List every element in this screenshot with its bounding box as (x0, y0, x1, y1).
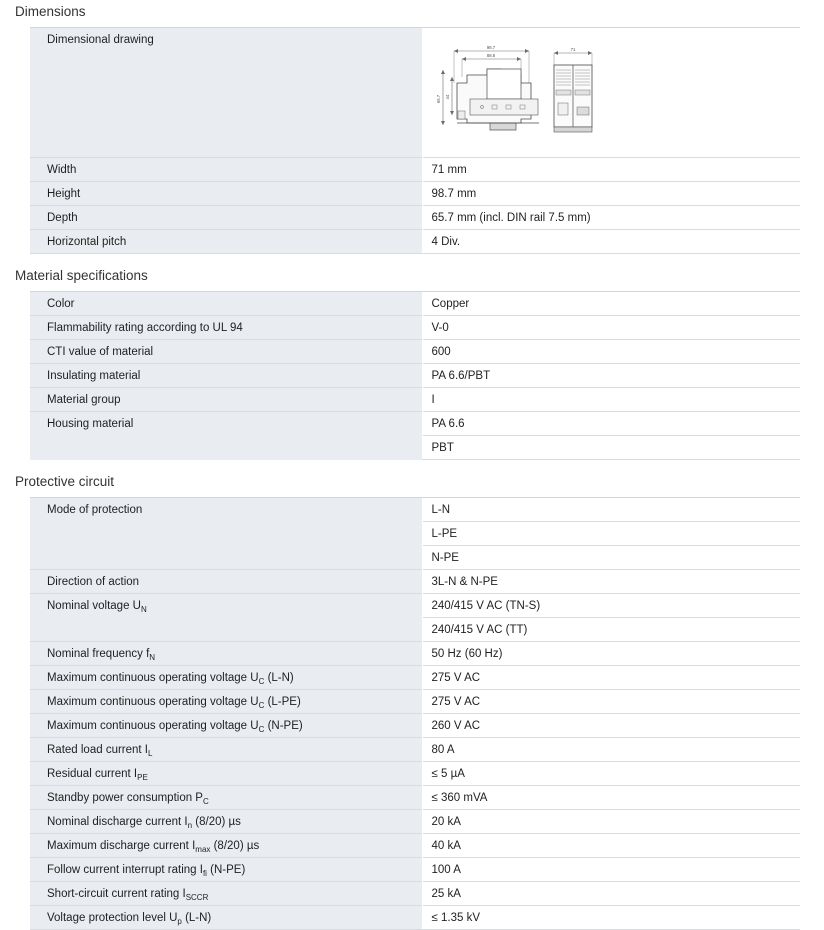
section-title-dimensions: Dimensions (15, 4, 86, 19)
table-row (30, 340, 800, 364)
table-row (30, 316, 800, 340)
row-label: Mode of protection (30, 498, 422, 570)
row-value: PA 6.6 (422, 412, 800, 436)
row-label: Maximum continuous operating voltage $U_C$ (L-PE) (30, 690, 422, 714)
drawing-dim-top-outer: 98.7 (486, 45, 495, 50)
row-value: 20 kA (422, 810, 800, 834)
row-label: CTI value of material (30, 340, 422, 364)
row-label: Material group (30, 388, 422, 412)
row-value: L-PE (422, 522, 800, 546)
row-value: 71 mm (422, 158, 800, 182)
section-protective-circuit (0, 472, 824, 930)
drawing-wrap (432, 33, 801, 153)
row-value: 50 Hz (60 Hz) (422, 642, 800, 666)
row-label: Dimensional drawing (30, 28, 422, 158)
table-row (30, 230, 800, 254)
row-value: PA 6.6/PBT (422, 364, 800, 388)
dimensional-drawing-cell (422, 28, 800, 158)
row-label: Follow current interrupt rating $I_{fi}$ (N-PE) (30, 858, 422, 882)
row-value: 80 A (422, 738, 800, 762)
table-row (30, 762, 800, 786)
row-value: N-PE (422, 546, 800, 570)
table-row (30, 690, 800, 714)
table-row (30, 810, 800, 834)
row-value: L-N (422, 498, 800, 522)
row-label: Short-circuit current rating $I_{SCCR}$ (30, 882, 422, 906)
row-value: 98.7 mm (422, 182, 800, 206)
row-label: Nominal voltage $U_N$ (30, 594, 422, 642)
row-label: Housing material (30, 412, 422, 460)
row-value: 100 A (422, 858, 800, 882)
spec-table-material-specifications (30, 291, 800, 460)
row-value: 600 (422, 340, 800, 364)
table-row (30, 594, 800, 618)
row-label: Depth (30, 206, 422, 230)
spec-table-dimensions (30, 27, 800, 254)
row-value: 275 V AC (422, 666, 800, 690)
table-row (30, 388, 800, 412)
section-material-specifications (0, 266, 824, 460)
row-value: 260 V AC (422, 714, 800, 738)
section-title-material-specifications: Material specifications (15, 268, 148, 283)
row-value: 240/415 V AC (TN-S) (422, 594, 800, 618)
table-row (30, 642, 800, 666)
table-row (30, 498, 800, 522)
row-label: Maximum discharge current $I_{max}$ (8/20) µs (30, 834, 422, 858)
row-label: Insulating material (30, 364, 422, 388)
row-value: Copper (422, 292, 800, 316)
drawing-dim-top-inner: 88.6 (486, 53, 495, 58)
table-row (30, 882, 800, 906)
row-label: Maximum continuous operating voltage $U_C$ (L-N) (30, 666, 422, 690)
row-label: Width (30, 158, 422, 182)
table-row (30, 158, 800, 182)
row-label: Flammability rating according to UL 94 (30, 316, 422, 340)
drawing-dim-side-top: 71 (570, 47, 575, 52)
row-label: Color (30, 292, 422, 316)
table-row (30, 182, 800, 206)
row-value: 3L-N & N-PE (422, 570, 800, 594)
row-value: 275 V AC (422, 690, 800, 714)
row-value: I (422, 388, 800, 412)
table-row (30, 206, 800, 230)
table-row (30, 364, 800, 388)
table-row (30, 786, 800, 810)
section-dimensions (0, 2, 824, 254)
table-row (30, 666, 800, 690)
drawing-dim-left-outer: 65.7 (435, 94, 441, 104)
table-row (30, 292, 800, 316)
row-label: Voltage protection level $U_p$ (L-N) (30, 906, 422, 930)
row-value: 4 Div. (422, 230, 800, 254)
row-value: PBT (422, 436, 800, 460)
table-row (30, 906, 800, 930)
row-value: ≤ 360 mVA (422, 786, 800, 810)
row-value: 40 kA (422, 834, 800, 858)
row-value: ≤ 1.35 kV (422, 906, 800, 930)
row-label: Height (30, 182, 422, 206)
row-label: Horizontal pitch (30, 230, 422, 254)
row-value: V-0 (422, 316, 800, 340)
row-value: 240/415 V AC (TT) (422, 618, 800, 642)
row-label: Rated load current $I_L$ (30, 738, 422, 762)
table-row (30, 714, 800, 738)
section-title-protective-circuit: Protective circuit (15, 474, 115, 489)
table-row (30, 738, 800, 762)
row-value: 65.7 mm (incl. DIN rail 7.5 mm) (422, 206, 800, 230)
dimensional-drawing-svg (432, 37, 607, 149)
row-label: Nominal discharge current $I_n$ (8/20) µs (30, 810, 422, 834)
table-row (30, 28, 800, 158)
table-row (30, 570, 800, 594)
table-row (30, 412, 800, 436)
row-label: Standby power consumption $P_C$ (30, 786, 422, 810)
row-value: ≤ 5 µA (422, 762, 800, 786)
table-row (30, 834, 800, 858)
table-row (30, 858, 800, 882)
drawing-dim-left-inner: 44 (444, 94, 450, 100)
row-value: 25 kA (422, 882, 800, 906)
row-label: Nominal frequency $f_N$ (30, 642, 422, 666)
row-label: Direction of action (30, 570, 422, 594)
spec-table-protective-circuit (30, 497, 800, 930)
row-label: Maximum continuous operating voltage $U_C$ (N-PE) (30, 714, 422, 738)
row-label: Residual current $I_{PE}$ (30, 762, 422, 786)
